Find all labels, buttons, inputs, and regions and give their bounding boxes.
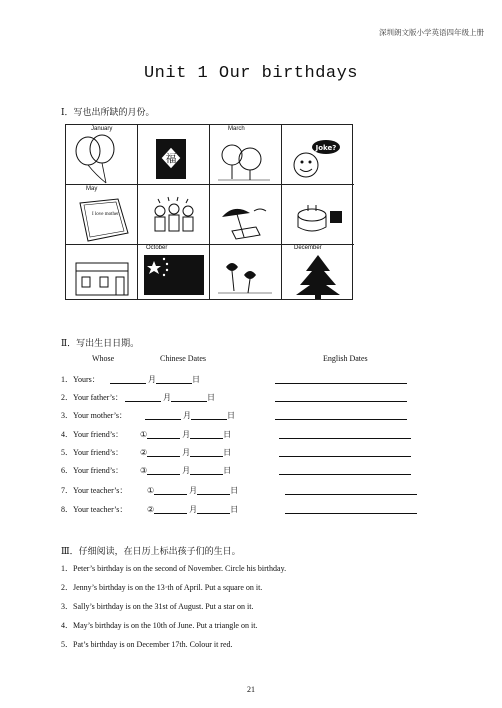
cell-june (138, 185, 210, 245)
month-blank[interactable] (147, 429, 180, 439)
label-may: May (86, 186, 98, 192)
day-blank[interactable] (156, 374, 192, 384)
date-row (61, 504, 238, 515)
cell-january (66, 125, 138, 185)
cell-february (138, 125, 210, 185)
month-blank[interactable] (110, 374, 146, 384)
reading-item: 2．Jenny’s birthday is on the 13·th of April. Put a square on it. (61, 583, 263, 592)
day-blank[interactable] (190, 465, 223, 475)
row-label: 2．Your father’s： (61, 393, 123, 402)
day-char: 日 (230, 505, 239, 514)
row-label: 6．Your friend’s： (61, 466, 124, 475)
row-label: 1．Yours： (61, 375, 100, 384)
row-mark: ③ (140, 466, 148, 475)
house-icon (66, 245, 138, 300)
english-date-line[interactable] (285, 513, 417, 514)
label-october: October (146, 245, 168, 251)
english-date-line[interactable] (279, 456, 411, 457)
month-blank[interactable] (147, 465, 180, 475)
row-mark: ① (140, 430, 148, 439)
reading-item: 5．Pat’s birthday is on December 17th. Colour it red. (61, 640, 233, 649)
month-char: 月 (180, 430, 191, 439)
day-char: 日 (207, 393, 215, 402)
day-blank[interactable] (190, 429, 223, 439)
row-mark: ② (147, 505, 155, 514)
month-char: 月 (187, 486, 198, 495)
month-char: 月 (181, 411, 191, 420)
month-char: 月 (180, 448, 191, 457)
section1-heading: Ⅰ．写也出所缺的月份。 (61, 107, 155, 117)
cell-april (282, 125, 354, 185)
flowers-icon (210, 245, 282, 300)
row-label: 8．Your teacher’s： (61, 505, 128, 514)
balloons-icon (66, 125, 138, 185)
date-row (61, 410, 235, 421)
day-blank[interactable] (190, 447, 223, 457)
joke-face-icon (282, 125, 354, 185)
cell-march (210, 125, 282, 185)
month-blank[interactable] (147, 447, 180, 457)
reading-item: 3．Sally’s birthday is on the 31st of August. Put a star on it. (61, 602, 254, 611)
fu-char: 福 (165, 152, 177, 165)
reading-item: 4．May’s birthday is on the 10th of June. Put a triangle on it. (61, 621, 258, 630)
month-blank[interactable] (125, 392, 161, 402)
month-blank[interactable] (145, 410, 181, 420)
label-december: December (294, 245, 322, 251)
english-date-line[interactable] (275, 419, 407, 420)
mothers-card-icon (66, 185, 138, 245)
row-label: 3．Your mother’s： (61, 411, 127, 420)
page-header: 深圳朗文版小学英语四年级上册 (379, 28, 484, 37)
english-date-line[interactable] (279, 474, 411, 475)
flag-icon (138, 245, 210, 300)
row-label: 7．Your teacher’s： (61, 486, 128, 495)
month-blank[interactable] (154, 504, 187, 514)
cell-november (210, 245, 282, 300)
english-date-line[interactable] (285, 494, 417, 495)
date-row (61, 374, 200, 385)
cell-july (210, 185, 282, 245)
day-char: 日 (227, 411, 235, 420)
cake-icon (282, 185, 354, 245)
beach-icon (210, 185, 282, 245)
english-date-line[interactable] (275, 383, 407, 384)
fu-card-icon (138, 125, 210, 185)
section2-heading: Ⅱ．写出生日日期。 (61, 338, 140, 348)
month-char: 月 (146, 375, 156, 384)
cell-august (282, 185, 354, 245)
children-icon (138, 185, 210, 245)
page-title: Unit 1 Our birthdays (143, 64, 359, 83)
date-row (61, 447, 231, 458)
day-blank[interactable] (197, 485, 230, 495)
month-char: 月 (161, 393, 171, 402)
english-date-line[interactable] (279, 438, 411, 439)
day-char: 日 (230, 486, 239, 495)
card-text: I love mother (92, 212, 119, 217)
day-char: 日 (192, 375, 200, 384)
date-row (61, 429, 231, 440)
month-blank[interactable] (154, 485, 187, 495)
day-char: 日 (223, 448, 232, 457)
day-char: 日 (223, 466, 232, 475)
month-char: 月 (187, 505, 198, 514)
row-label: 4．Your friend’s： (61, 430, 124, 439)
english-date-line[interactable] (275, 401, 407, 402)
christmas-tree-icon (282, 245, 354, 300)
joke-text: Joke? (315, 144, 337, 152)
row-mark: ① (147, 486, 155, 495)
day-blank[interactable] (191, 410, 227, 420)
col-english-dates: English Dates (323, 354, 368, 363)
label-march: March (228, 126, 245, 132)
cell-december (282, 245, 354, 300)
page-number: 21 (247, 685, 255, 694)
cell-october (138, 245, 210, 300)
cell-september (66, 245, 138, 300)
day-blank[interactable] (171, 392, 207, 402)
day-blank[interactable] (197, 504, 230, 514)
day-char: 日 (223, 430, 232, 439)
cell-may (66, 185, 138, 245)
row-mark: ② (140, 448, 148, 457)
col-whose: Whose (92, 354, 115, 363)
trees-icon (210, 125, 282, 185)
month-picture-grid (65, 124, 353, 300)
col-chinese-dates: Chinese Dates (160, 354, 206, 363)
section3-heading: Ⅲ．仔细阅读，在日历上标出孩子们的生日。 (61, 546, 241, 556)
row-label: 5．Your friend’s： (61, 448, 124, 457)
month-char: 月 (180, 466, 191, 475)
date-row (61, 392, 215, 403)
date-row (61, 485, 238, 496)
reading-item: 1．Peter’s birthday is on the second of November. Circle his birthday. (61, 564, 287, 573)
date-row (61, 465, 231, 476)
label-january: January (91, 126, 113, 132)
